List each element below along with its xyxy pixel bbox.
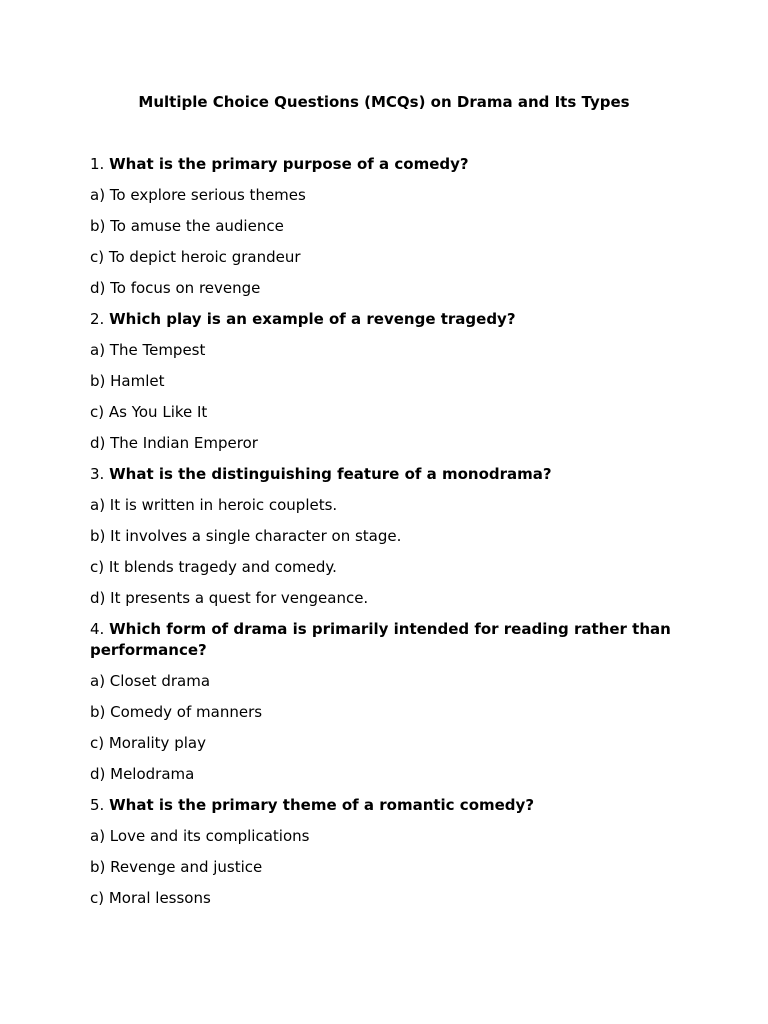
option-3c: c) It blends tragedy and comedy.	[90, 558, 337, 576]
option-4a: a) Closet drama	[90, 672, 211, 690]
option-2c: c) As You Like It	[90, 403, 208, 421]
option-3a: a) It is written in heroic couplets.	[90, 496, 338, 514]
question-4	[90, 619, 690, 661]
question-number: 2.	[90, 310, 110, 328]
option-3b: b) It involves a single character on stage.	[90, 527, 402, 545]
page-title: Multiple Choice Questions (MCQs) on Drama and Its Types	[138, 93, 630, 111]
question-3	[90, 464, 690, 485]
option-3d: d) It presents a quest for vengeance.	[90, 589, 369, 607]
option-4d: d) Melodrama	[90, 765, 195, 783]
option-1a: a) To explore serious themes	[90, 186, 306, 204]
option-5a: a) Love and its complications	[90, 827, 310, 845]
option-5b: b) Revenge and justice	[90, 858, 263, 876]
option-2b: b) Hamlet	[90, 372, 165, 390]
option-5c: c) Moral lessons	[90, 889, 211, 907]
question-5	[90, 795, 690, 816]
question-text: Which form of drama is primarily intended for reading rather than performance?	[90, 620, 671, 659]
option-1c: c) To depict heroic grandeur	[90, 248, 301, 266]
question-number: 1.	[90, 155, 110, 173]
question-2	[90, 309, 690, 330]
question-text: What is the primary purpose of a comedy?	[109, 155, 469, 173]
question-number: 4.	[90, 620, 110, 638]
option-1d: d) To focus on revenge	[90, 279, 261, 297]
question-number: 5.	[90, 796, 110, 814]
question-number: 3.	[90, 465, 110, 483]
option-1b: b) To amuse the audience	[90, 217, 284, 235]
question-text: Which play is an example of a revenge tragedy?	[109, 310, 516, 328]
option-2d: d) The Indian Emperor	[90, 434, 258, 452]
option-2a: a) The Tempest	[90, 341, 206, 359]
question-text: What is the primary theme of a romantic comedy?	[109, 796, 535, 814]
option-4c: c) Morality play	[90, 734, 206, 752]
question-1	[90, 154, 690, 175]
question-text: What is the distinguishing feature of a monodrama?	[109, 465, 552, 483]
option-4b: b) Comedy of manners	[90, 703, 263, 721]
question-list	[90, 154, 690, 919]
